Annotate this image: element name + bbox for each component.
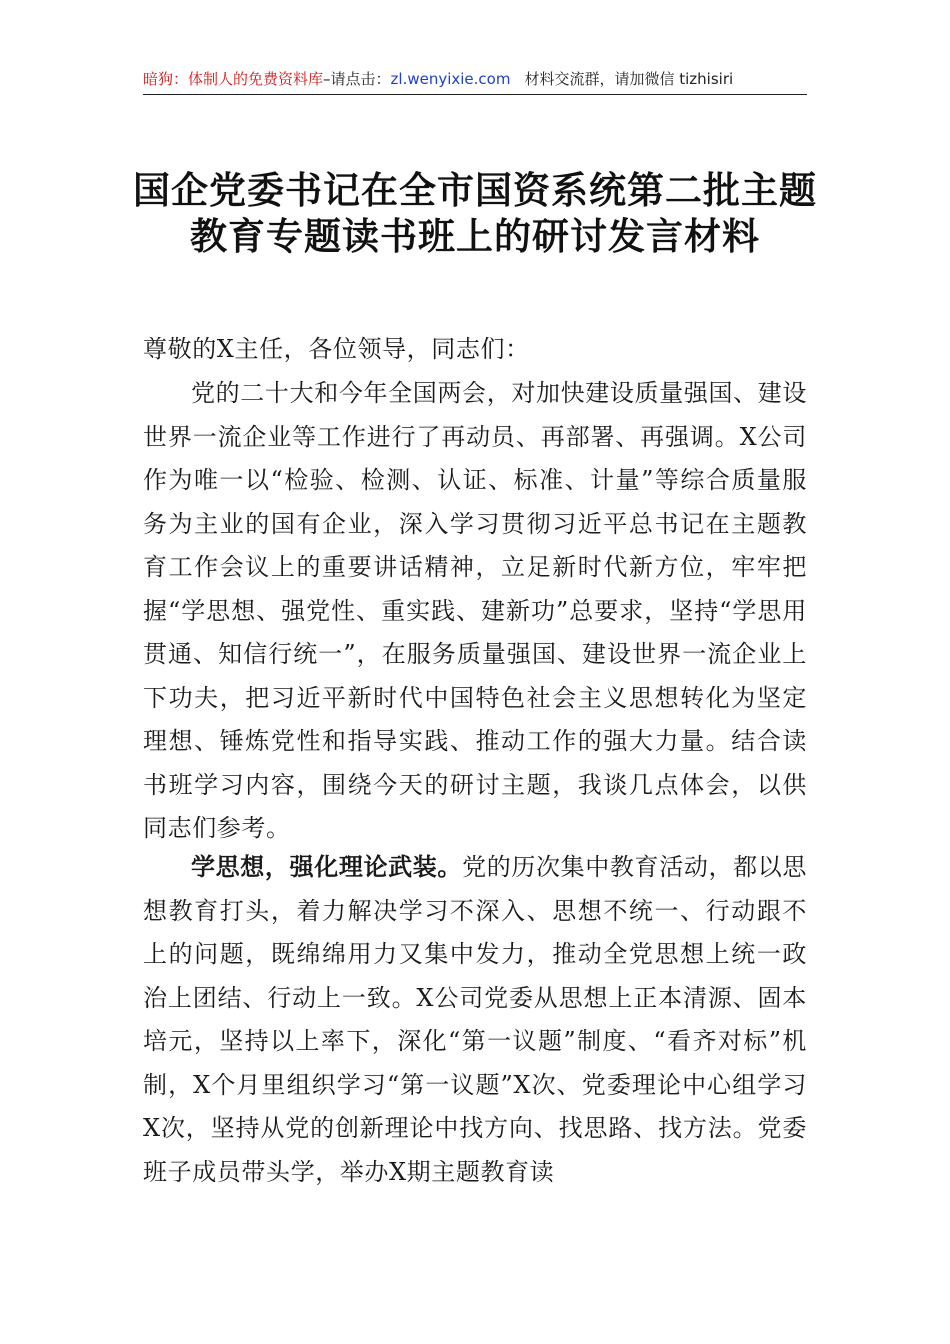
paragraph-section-1 bbox=[143, 845, 807, 1194]
section-1-body: 党的历次集中教育活动，都以思想教育打头，着力解决学习不深入、思想不统一、行动跟不上的问题，既绵绵用力又集中发力，推动全党思想上统一政治上团结、行动上一致。X公司党委从思想上正本清源、固本培元，坚持以上率下，深化“第一议题”制度、“看齐对标”机制，X个月里组织学习“第一议题”X次、党委理论中心组学习X次，坚持从党的创新理论中找方向、找思路、找方法。党委班子成员带头学，举办X期主题教育读 bbox=[143, 853, 807, 1186]
header-prompt: –请点击： bbox=[323, 70, 391, 88]
document-title-line-2: 教育专题读书班上的研讨发言材料 bbox=[190, 214, 760, 258]
section-1-heading: 学思想，强化理论武装。 bbox=[191, 852, 463, 881]
header-site-name: 暗狗：体制人的免费资料库 bbox=[143, 70, 324, 88]
document-title-line-1: 国企党委书记在全市国资系统第二批主题 bbox=[133, 168, 817, 212]
paragraph-intro: 党的二十大和今年全国两会，对加快建设质量强国、建设世界一流企业等工作进行了再动员、再部署、再强调。X公司作为唯一以“检验、检测、认证、标准、计量”等综合质量服务为主业的国有企业，深入学习贯彻习近平总书记在主题教育工作会议上的重要讲话精神，立足新时代新方位，牢牢把握“学思想、强党性、重实践、建新功”总要求，坚持“学思用贯通、知信行统一”，在服务质量强国、建设世界一流企业上下功夫，把习近平新时代中国特色社会主义思想转化为坚定理想、锤炼党性和指导实践、推动工作的强大力量。结合读书班学习内容，围绕今天的研讨主题，我谈几点体会，以供同志们参考。 bbox=[143, 379, 807, 842]
header-contact: 材料交流群，请加微信 tizhisiri bbox=[524, 70, 734, 88]
page-header bbox=[143, 64, 807, 95]
header-url-link[interactable]: zl.wenyixie.com bbox=[390, 70, 511, 88]
salutation: 尊敬的X主任，各位领导，同志们： bbox=[143, 335, 530, 363]
